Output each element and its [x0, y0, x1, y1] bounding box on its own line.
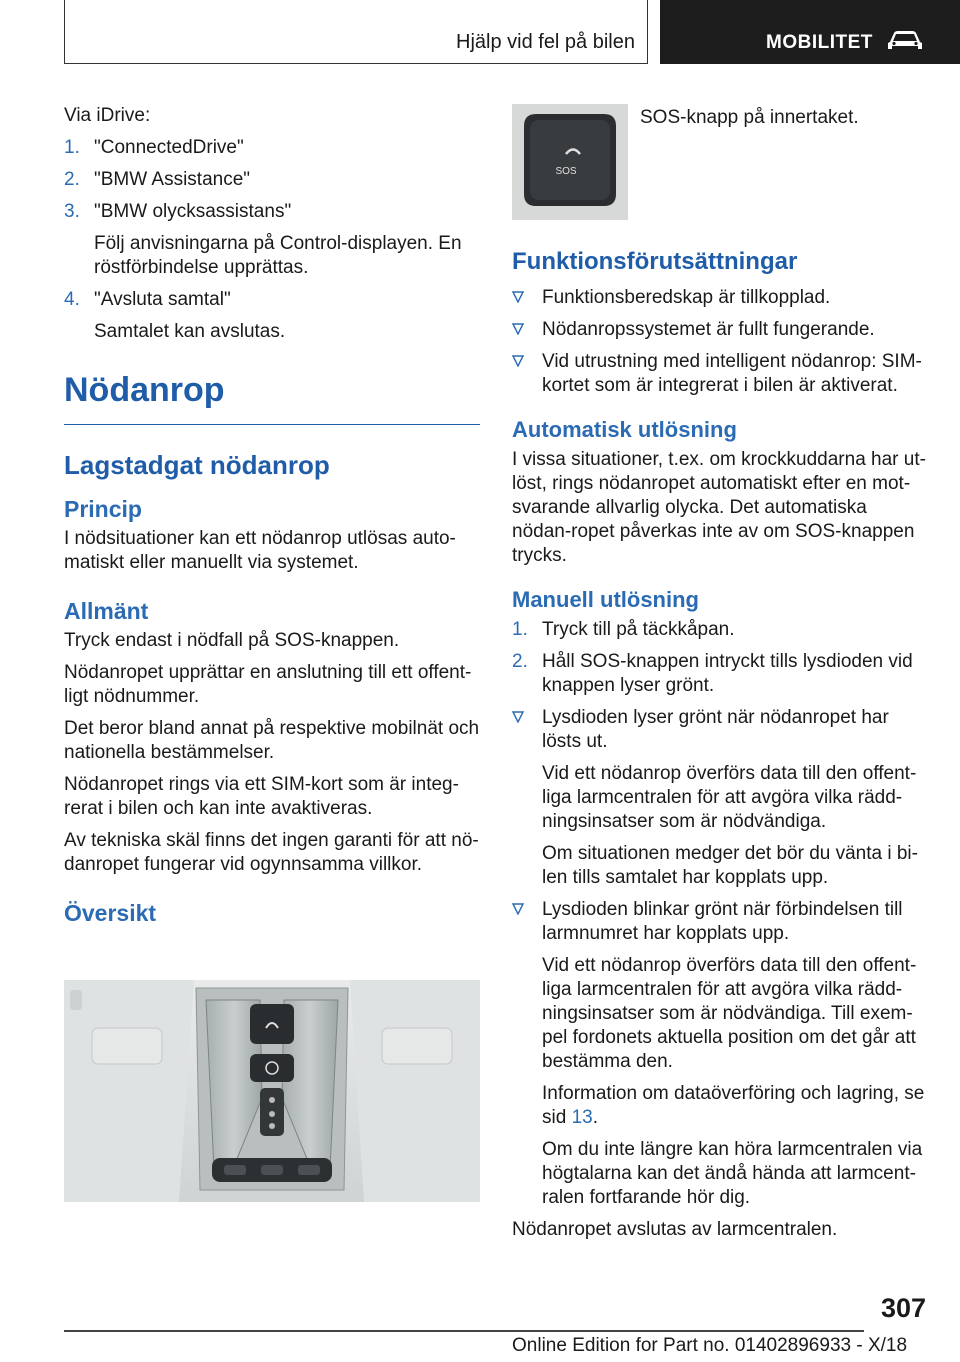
paragraph: Nödanropet rings via ett SIM-kort som är integ-rerat i bilen och kan inte avaktiveras. — [64, 774, 459, 819]
list-item — [64, 200, 480, 280]
paragraph: Tryck endast i nödfall på SOS-knappen. — [64, 630, 400, 651]
list-text: Nödanropssystemet är fullt fungerande. — [542, 319, 875, 340]
funk-heading: Funktionsförutsättningar — [512, 248, 798, 275]
step-subtext: Följ anvisningarna på Control-displayen. En röstförbindelse upprättas. — [94, 233, 462, 278]
header-frame — [64, 0, 648, 64]
list-item — [512, 318, 926, 342]
allmant-heading: Allmänt — [64, 598, 149, 624]
step-number: 1. — [64, 137, 80, 158]
list-subtext: Om situationen medger det bör du vänta i bi-len tills samtalet har kopplats upp. — [542, 843, 918, 888]
step-text: Håll SOS-knappen intryckt tills lysdioden vid knappen lyser grönt. — [542, 651, 913, 696]
triangle-bullet-icon — [512, 291, 524, 303]
edition-footer: Online Edition for Part no. 01402896933 - X/18 — [512, 1335, 908, 1356]
list-item — [64, 136, 480, 160]
step-number: 1. — [512, 619, 528, 640]
page-title: Nödanrop — [64, 370, 480, 425]
section-heading: Lagstadgat nödanrop — [64, 450, 330, 480]
intro-text: Via iDrive: — [64, 105, 151, 126]
list-item — [512, 650, 926, 698]
list-item — [512, 286, 926, 310]
list-subtext — [542, 1082, 926, 1130]
triangle-bullet-icon — [512, 355, 524, 367]
step-number: 2. — [512, 651, 528, 672]
car-icon — [886, 29, 924, 51]
section-title: Hjälp vid fel på bilen — [456, 31, 635, 53]
list-text: Vid utrustning med intelligent nödanrop: SIM-kortet som är integrerat i bilen är aktiverat. — [542, 351, 922, 396]
sos-figure — [512, 104, 926, 220]
info-text: Information om dataöverföring och lagring, se sid — [542, 1083, 925, 1128]
step-subtext: Samtalet kan avslutas. — [94, 321, 286, 342]
led-list — [512, 706, 926, 1210]
auto-heading: Automatisk utlösning — [512, 417, 737, 442]
info-suffix: . — [592, 1107, 598, 1128]
page-number: 307 — [880, 1293, 926, 1323]
auto-text: I vissa situationer, t.ex. om krockkuddarna har ut-löst, rings nödanropet automatiskt efter en mot-svarande allvarlig olycka. Det automatiska nödan-ropet påverkas inte av om SOS-knappen trycks. — [512, 449, 926, 566]
step-text: "BMW Assistance" — [94, 169, 251, 190]
closing-text: Nödanropet avslutas av larmcentralen. — [512, 1219, 838, 1240]
list-item — [64, 288, 480, 344]
sos-button-image — [512, 104, 628, 220]
manual-heading: Manuell utlösning — [512, 587, 699, 612]
list-subtext: Om du inte längre kan höra larmcentralen via högtalarna kan det ändå hända att larmcent-ralen fortfarande hör dig. — [542, 1139, 923, 1208]
ceiling-console-image — [64, 980, 480, 1202]
chapter-tab — [660, 0, 960, 64]
right-column — [512, 104, 926, 1250]
step-number: 3. — [64, 201, 80, 222]
step-number: 4. — [64, 289, 80, 310]
oversikt-heading: Översikt — [64, 900, 157, 926]
princip-text: I nödsituationer kan ett nödanrop utlösas auto-matiskt eller manuellt via systemet. — [64, 528, 456, 573]
list-item — [64, 168, 480, 192]
list-item — [512, 898, 926, 1210]
manual-steps — [512, 618, 926, 698]
funk-list — [512, 286, 926, 398]
list-subtext: Vid ett nödanrop överförs data till den offent-liga larmcentralen för att avgöra vilka rädd-ningsinsatser som är nödvändiga. — [542, 763, 917, 832]
paragraph: Nödanropet upprättar en anslutning till ett offent-ligt nödnummer. — [64, 662, 472, 707]
paragraph: Av tekniska skäl finns det ingen garanti för att nö-danropet fungerar vid ogynnsamma villkor. — [64, 830, 479, 875]
triangle-bullet-icon — [512, 323, 524, 335]
list-item — [512, 706, 926, 890]
step-text: "Avsluta samtal" — [94, 289, 231, 310]
list-text: Funktionsberedskap är tillkopplad. — [542, 287, 831, 308]
idrive-steps — [64, 136, 480, 344]
princip-heading: Princip — [64, 496, 142, 522]
list-text: Lysdioden lyser grönt när nödanropet har lösts ut. — [542, 707, 889, 752]
chapter-label: MOBILITET — [766, 32, 873, 53]
sos-label: SOS — [555, 166, 577, 177]
step-text: Tryck till på täckkåpan. — [542, 619, 735, 640]
sos-button-drawing — [512, 104, 628, 220]
footer-divider — [64, 1330, 864, 1332]
left-column — [64, 104, 480, 931]
paragraph: Det beror bland annat på respektive mobilnät och nationella bestämmelser. — [64, 718, 480, 763]
step-text: "BMW olycksassistans" — [94, 201, 292, 222]
step-text: "ConnectedDrive" — [94, 137, 244, 158]
sos-caption: SOS-knapp på innertaket. — [640, 107, 859, 128]
list-text: Lysdioden blinkar grönt när förbindelsen till larmnumret har kopplats upp. — [542, 899, 903, 944]
page-link[interactable]: 13 — [571, 1107, 593, 1128]
triangle-bullet-icon — [512, 711, 524, 723]
list-item — [512, 350, 926, 398]
triangle-bullet-icon — [512, 903, 524, 915]
step-number: 2. — [64, 169, 80, 190]
list-item — [512, 618, 926, 642]
list-subtext: Vid ett nödanrop överförs data till den offent-liga larmcentralen för att avgöra vilka rädd-ningsinsatser som är nödvändiga. Till exem-pel fordonets aktuella position om det går att bestämma den. — [542, 955, 917, 1072]
